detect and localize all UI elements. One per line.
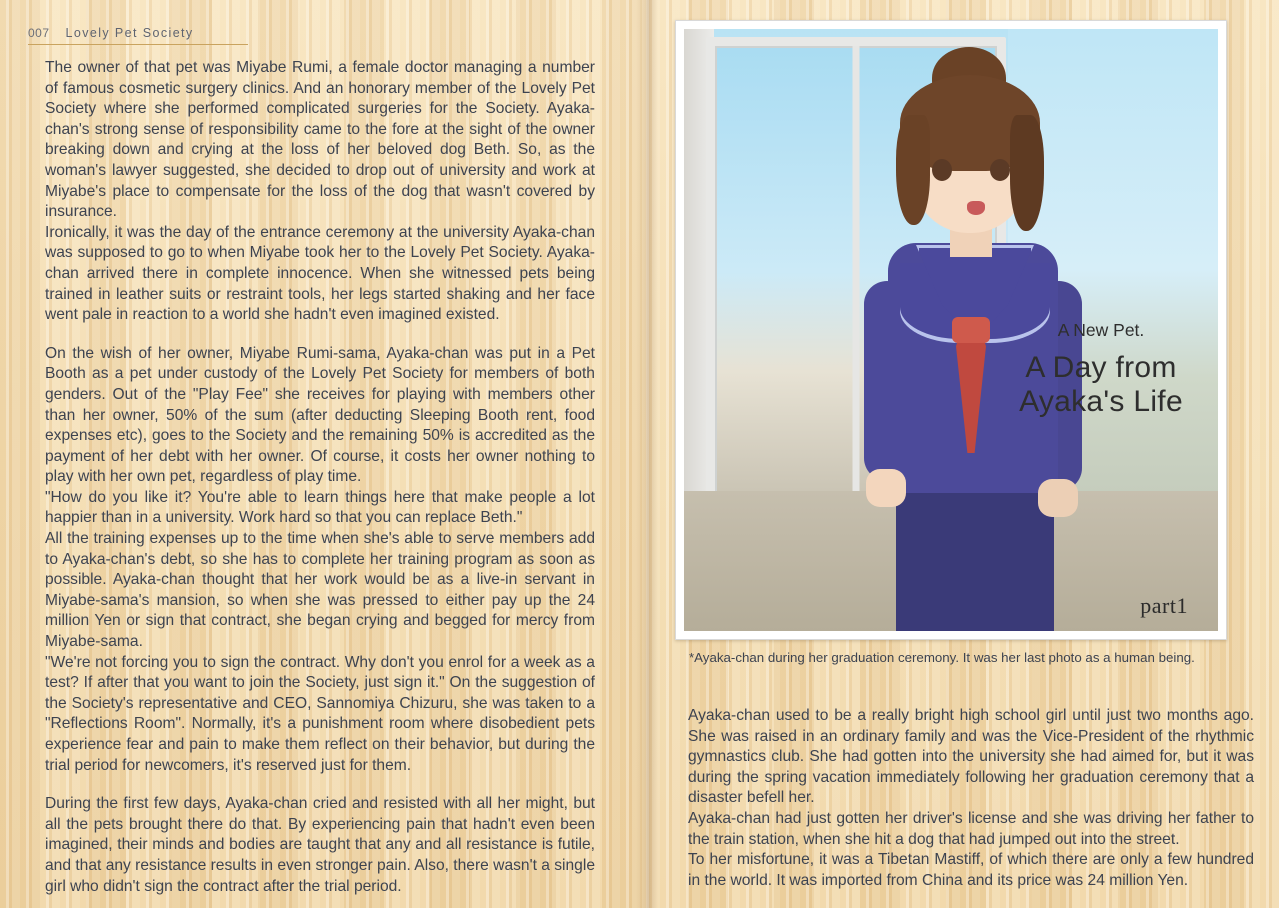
book-title: Lovely Pet Society — [65, 26, 194, 40]
illustration-subtitle: A New Pet. — [1057, 320, 1145, 340]
paragraph: Ayaka-chan used to be a really bright high school girl until just two months ago. She was raised in an ordinary family and was the Vice-President of the rhythmic gymnastics club. She had gotten into the university she had aimed for, but it was during the spring vacation immediately following her graduation ceremony that a disaster befell her. — [688, 707, 1254, 807]
paragraph: To her misfortune, it was a Tibetan Mastiff, of which there are only a few hundred in the world. It was imported from China and its price was 24 million Yen. — [688, 851, 1254, 889]
page-number: 007 — [28, 26, 50, 40]
illustration-caption-block — [1006, 319, 1196, 419]
paragraph: "How do you like it? You're able to learn things here that make people a lot happier than in a university. Work hard so that you can replace Beth." — [45, 488, 595, 527]
illustration-part-label: part1 — [1140, 593, 1188, 618]
paragraph: All the training expenses up to the time when she's able to serve members add to Ayaka-chan's debt, so she has to complete her training program as soon as possible. Ayaka-chan thought that her work would be as a live-in servant in Miyabe-sama's mansion, so when she was pressed to either pay up the 24 million Yen or sign that contract, she began crying and begged for mercy from Miyabe-sama. — [45, 530, 595, 651]
left-body-text — [45, 58, 595, 897]
eye-right — [990, 159, 1010, 181]
mouth — [967, 201, 985, 215]
right-body-text — [688, 706, 1254, 891]
paragraph: On the wish of her owner, Miyabe Rumi-sama, Ayaka-chan was put in a Pet Booth as a pet under custody of the Lovely Pet Society for members of both genders. Out of the "Play Fee" she receives for playing with members other than her owner, 50% of the sum (after deducting Sleeping Booth rent, food expenses etc), goes to the Society and the remaining 50% is accredited as the payment of her debt with her owner. Of course, it costs her owner nothing to play with her own pet, regardless of play time. — [45, 344, 595, 486]
paragraph: Ironically, it was the day of the entrance ceremony at the university Ayaka-chan was supposed to go to when Miyabe took her to the Lovely Pet Society. Ayaka-chan arrived there in complete innocence. When she witnessed pets being trained in leather suits or restraint tools, her legs started shaking and her face went pale in reaction to a world she hadn't even imagined existed. — [45, 223, 595, 324]
hair-side-right — [1010, 115, 1044, 231]
paragraph: During the first few days, Ayaka-chan cried and resisted with all her might, but all the pets brought there do that. By experiencing pain that hadn't even been imagined, their minds and bodies are taught that any and all resistance is futile, and that any resistance results in even stronger pain. Also, there wasn't a single girl who didn't sign the contract after the trial period. — [45, 795, 595, 895]
left-page — [0, 0, 636, 908]
paragraph: "We're not forcing you to sign the contract. Why don't you enrol for a week as a test? If after that you want to join the Society, just sign it." On the suggestion of the Society's representative and CEO, Sannomiya Chizuru, she was taken to a "Reflections Room". Normally, it's a punishment room where disobedient pets experience fear and pain to make them reflect on their behavior, but during the trial period for newcomers, it's reserved just for them. — [45, 653, 595, 774]
hand-left — [866, 469, 906, 507]
page-header — [28, 26, 248, 45]
illustration-frame — [675, 20, 1227, 640]
eye-left — [932, 159, 952, 181]
paragraph: Ayaka-chan had just gotten her driver's license and she was driving her father to the train station, when she hit a dog that had jumped out into the street. — [688, 809, 1254, 848]
neckerchief-knot — [952, 317, 990, 343]
paragraph: The owner of that pet was Miyabe Rumi, a female doctor managing a number of famous cosmetic surgery clinics. And an honorary member of the Lovely Pet Society where she performed complicated surgeries for the Society. Ayaka-chan's strong sense of responsibility came to the fore at the sight of the owner breaking down and crying at the loss of her beloved dog Beth. So, as the woman's lawyer suggested, she decided to drop out of university and work at Miyabe's place to compensate for the loss of the dog that wasn't covered by insurance. — [45, 59, 595, 221]
skirt — [896, 483, 1054, 631]
photo-caption: *Ayaka-chan during her graduation ceremony. It was her last photo as a human being. — [689, 650, 1195, 665]
page-gutter — [636, 0, 658, 908]
hair-side-left — [896, 115, 930, 225]
hand-right — [1038, 479, 1078, 517]
illustration-title: A Day from Ayaka's Life — [1019, 351, 1183, 418]
illustration — [684, 29, 1218, 631]
